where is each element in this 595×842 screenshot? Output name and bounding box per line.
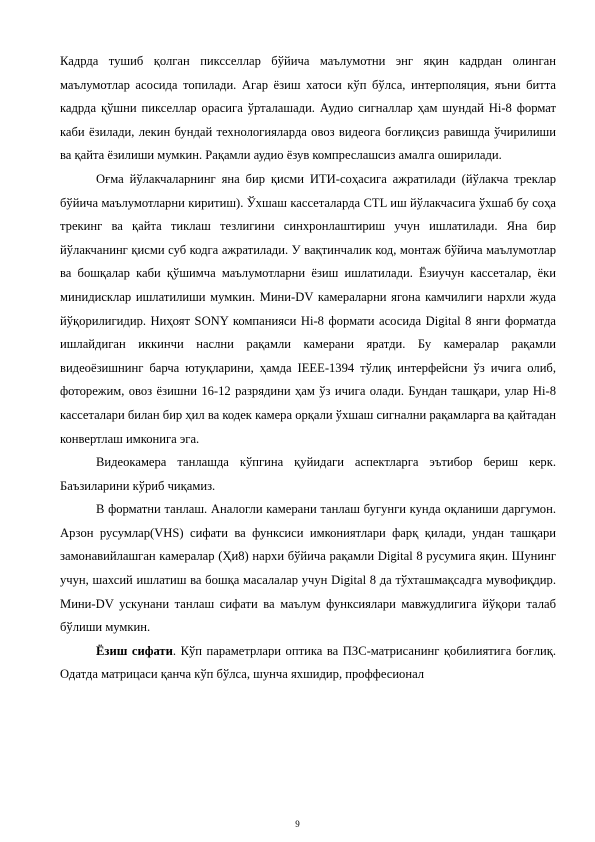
paragraph-tracks-and-formats: Оғма йўлакчаларнинг яна бир қисми ИТИ-соҳасига ажратилади (йўлакча треклар бўйича маълумотларни киритиш). Ўхшаш кассеталарда CTL иш йўлакчасига ўхшаб бу соҳа трекинг ва қайта тиклаш тезлигини синхронлаштириш учун ишлатилади. Яна бир йўлакчанинг қисми суб кодга ажратилади. У вақтинчалик код, монтаж бўйича маълумотлар ва бошқалар каби қўшимча маълумотларни ёзиш ишлатилади. Ёзиучун кассеталар, ёки минидисклар ишлатилиши мумкин. Мини-DV камераларни ягона камчилиги нархли жуда йўқорилигидир. Ниҳоят SONY компанияси Hi-8 формати асосида Digital 8 янги форматда ишлайдиган иккинчи наслни рақамли камерани яратди. Бу камералар рақамли видеоёзишнинг барча ютуқларини, ҳамда IEEE-1394 тўлиқ интерфейсни ўз ичига олиб, фоторежим, овоз ёзишни 16-12 разрядини ҳам ўз ичига олади. Бундан ташқари, улар Hi-8 кассеталари билан бир ҳил ва кодек камера орқали ўхшаш сигнални рақамларга ва қайтадан конвертлаш имконига эга. (60, 171, 556, 446)
recording-quality-heading: Ёзиш сифати (96, 643, 173, 658)
recording-quality-text: . Кўп параметрлари оптика ва ПЗС-матрисанинг қобилиятига боғлиқ. Одатда матрицаси қанча кўп бўлса, шунча яхшидир, проффесионал (60, 643, 556, 682)
paragraph-recording-quality (60, 640, 556, 687)
paragraph-format-selection: В форматни танлаш. Аналогли камерани танлаш бугунги кунда оқланиши даргумон. Арзон русумлар(VHS) сифати ва функсиси имкониятлари фарқ қилади, ундан ташқари замонавийлашган камералар (Ҳи8) нархи бўйича рақамли Digital 8 русумига яқин. Шунинг учун, шахсий ишлатиш ва бошқа масалалар учун Digital 8 да тўхташмақсадга мувофиқдир. Мини-DV ускунани танлаш сифати ва маълум функсиялари мавжудлигига йўқори талаб бўлиши мумкин. (60, 502, 556, 635)
paragraph-pixel-interpolation: Кадрда тушиб қолган пиксселлар бўйича маълумотни энг яқин кадрдан олинган маълумотлар асосида топилади. Агар ёзиш хатоси кўп бўлса, интерполяция, яъни битта кадрда қўшни пикселлар орасига ўрталашади. Аудио сигналлар ҳам шундай Hi-8 формат каби ёзилади, лекин бундай технологияларда овоз видеога боғлиқсиз равишда ўчирилиши ва қайта ёзилиши мумкин. Рақамли аудио ёзув компреслашсиз амалга оширилади. (60, 54, 556, 163)
page-number: 9 (295, 819, 300, 829)
document-page (60, 50, 556, 687)
paragraph-camera-selection-intro: Видеокамера танлашда кўпгина қуйидаги аспектларга эътибор бериш керк. Баъзиларини кўриб чиқамиз. (60, 455, 556, 493)
